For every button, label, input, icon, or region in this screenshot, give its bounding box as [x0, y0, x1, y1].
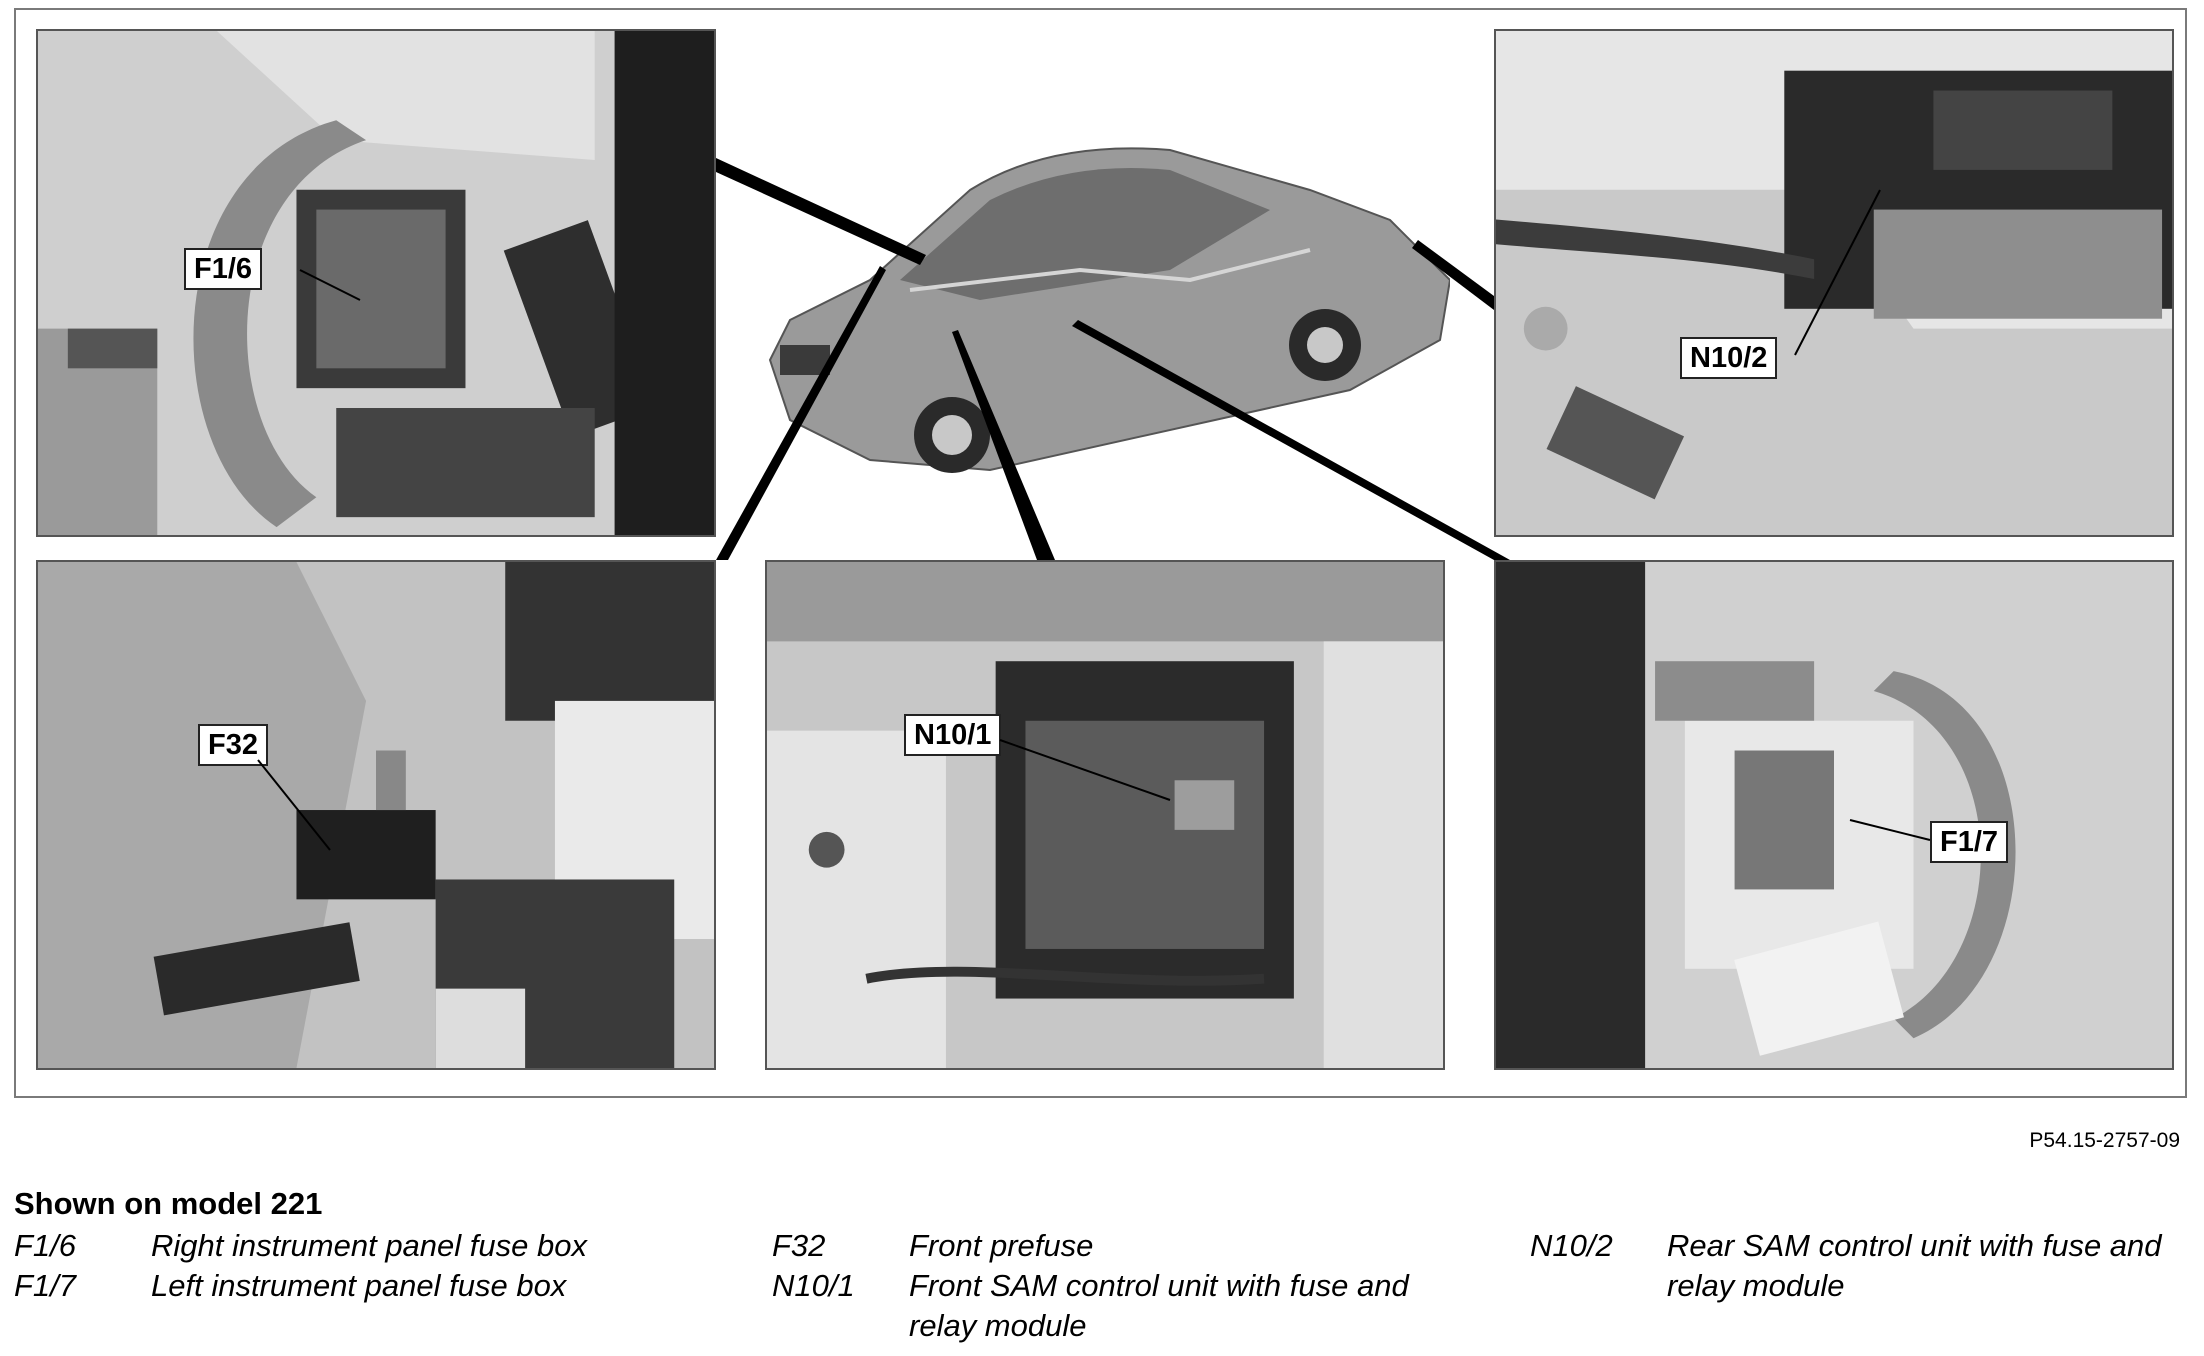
legend-text: Left instrument panel fuse box	[151, 1268, 567, 1303]
legend-text: Right instrument panel fuse box	[151, 1228, 587, 1263]
car-illustration	[750, 130, 1450, 480]
legend-item	[1530, 1226, 2190, 1306]
legend-title: Shown on model 221	[14, 1186, 323, 1221]
callout-f1-7: F1/7	[1930, 821, 2008, 863]
legend-key: F1/6	[14, 1228, 77, 1263]
legend-item	[772, 1226, 1472, 1266]
legend-text: Front prefuse	[909, 1228, 1094, 1263]
legend-item	[14, 1226, 714, 1266]
legend-item	[14, 1266, 714, 1306]
callout-f32: F32	[198, 724, 268, 766]
callout-n10-2: N10/2	[1680, 337, 1777, 379]
legend-column-3	[1530, 1226, 2190, 1306]
photo-front-sam-control-unit	[765, 560, 1445, 1070]
figure-code: P54.15-2757-09	[2029, 1129, 2180, 1152]
photo-rear-sam-control-unit	[1494, 29, 2174, 537]
legend-key: N10/2	[1530, 1228, 1613, 1263]
callout-f1-6: F1/6	[184, 248, 262, 290]
legend-text: Front SAM control unit with fuse and relay module	[909, 1268, 1409, 1343]
legend-key: F1/7	[14, 1268, 77, 1303]
photo-right-instrument-panel-fuse-box	[36, 29, 716, 537]
legend-column-1	[14, 1226, 714, 1306]
photo-left-instrument-panel-fuse-box	[1494, 560, 2174, 1070]
legend-text: Rear SAM control unit with fuse and relay module	[1667, 1228, 2162, 1303]
photo-front-prefuse	[36, 560, 716, 1070]
legend-column-2	[772, 1226, 1472, 1346]
legend-key: N10/1	[772, 1268, 855, 1303]
legend-key: F32	[772, 1228, 826, 1263]
legend-item	[772, 1266, 1472, 1346]
callout-n10-1: N10/1	[904, 714, 1001, 756]
